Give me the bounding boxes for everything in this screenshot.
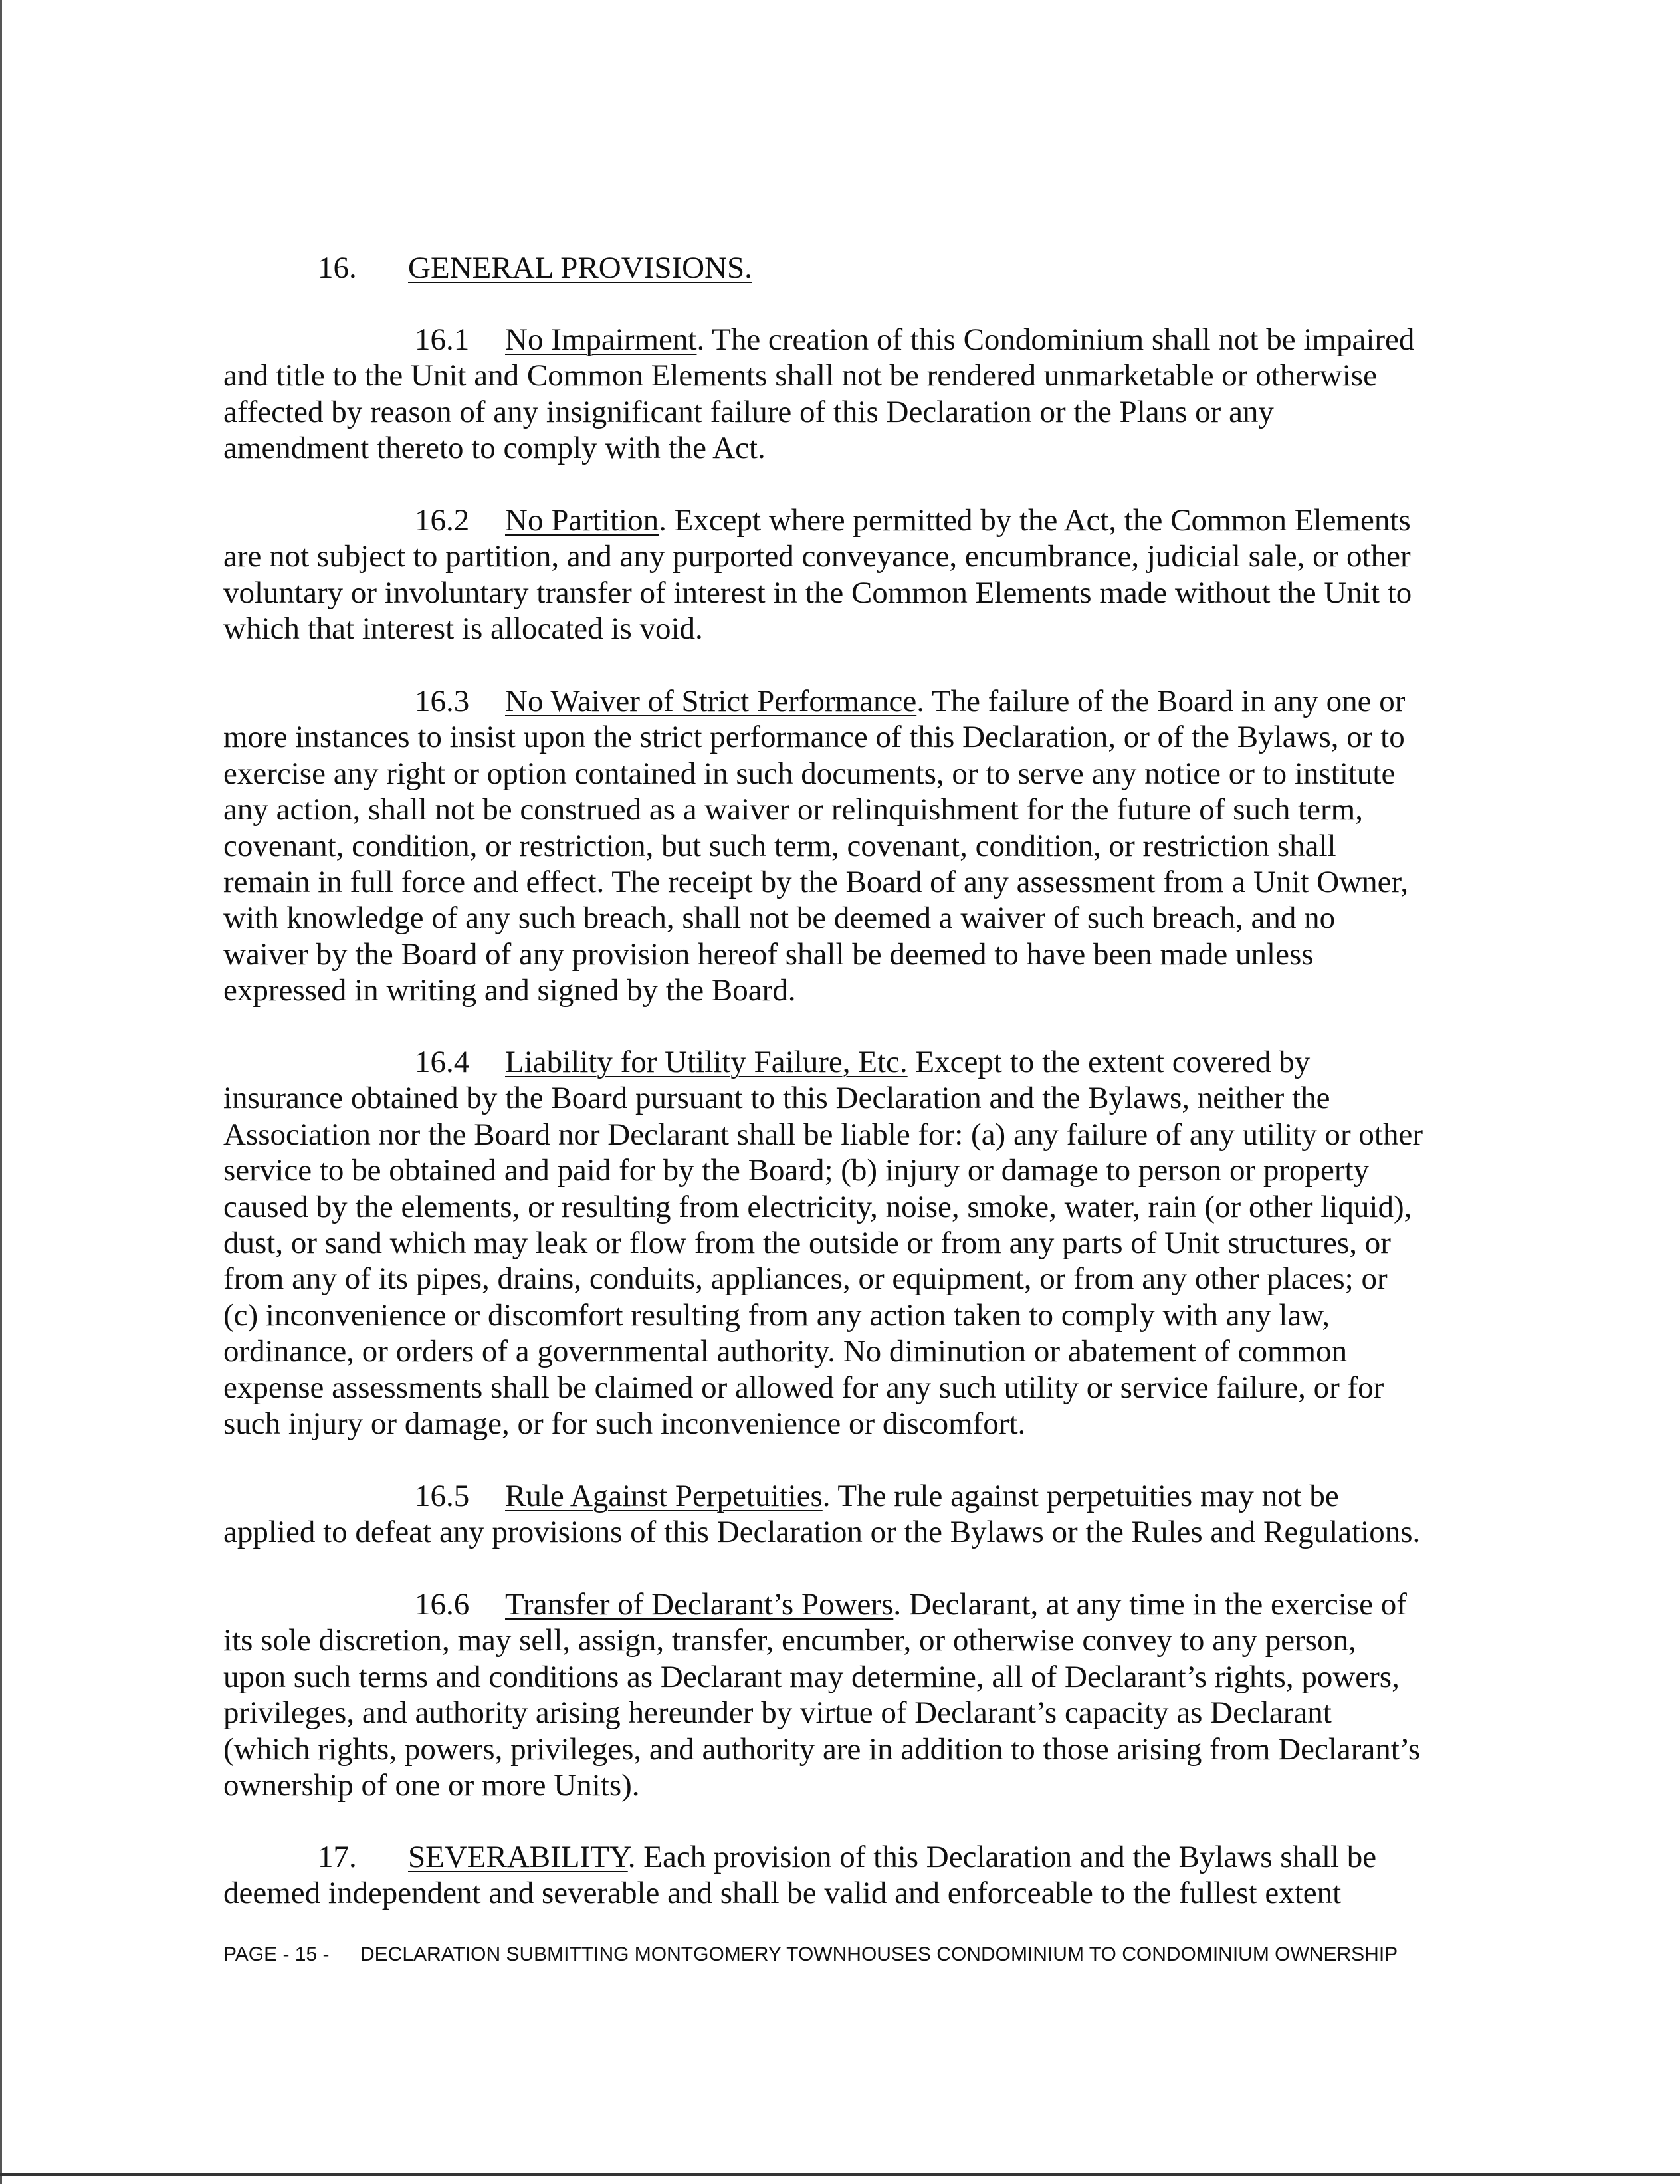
paragraph-16-1 <box>223 322 1425 467</box>
section-heading: SEVERABILITY <box>408 1840 628 1874</box>
paragraph-body: . Declarant, at any time in the exercise of its sole discretion, may sell, assign, transfer, encumber, or otherwise convey to any person, upon such terms and conditions as Declarant may determine, all of Declarant’s rights, powers, privileges, and authority arising hereunder by virtue of Declarant’s capacity as Declarant (which rights, powers, privileges, and authority are in addition to those arising from Declarant’s ownership of one or more Units). <box>223 1587 1421 1803</box>
paragraph-16-4 <box>223 1044 1425 1442</box>
paragraph-heading: Rule Against Perpetuities <box>505 1479 823 1513</box>
paragraph-number: 16.6 <box>415 1587 470 1622</box>
paragraph-16-6 <box>223 1586 1425 1803</box>
paragraph-heading: No Partition <box>505 503 659 538</box>
paragraph-body: . The failure of the Board in any one or more instances to insist upon the strict performance of this Declaration, or of the Bylaws, or to exercise any right or option contained in such documents, or to serve any notice or to institute any action, shall not be construed as a waiver or relinquishment for the future of such term, covenant, condition, or restriction, but such term, covenant, condition, or restriction shall remain in full force and effect. The receipt by the Board of any assessment from a Unit Owner, with knowledge of any such breach, shall not be deemed a waiver of such breach, and no waiver by the Board of any provision hereof shall be deemed to have been made unless expressed in writing and signed by the Board. <box>223 684 1409 1008</box>
section-17 <box>223 1839 1425 1911</box>
page-footer <box>223 1943 1453 1967</box>
section-number: 16. <box>318 251 357 285</box>
paragraph-number: 16.3 <box>415 684 470 718</box>
paragraph-body: . The rule against perpetuities may not be applied to defeat any provisions of this Declaration or the Bylaws or the Rules and Regulations. <box>223 1479 1421 1550</box>
section-body: . Each provision of this Declaration and the Bylaws shall be deemed independent and severable and shall be valid and enforceable to the fullest extent <box>223 1840 1377 1911</box>
paragraph-heading: Transfer of Declarant’s Powers <box>505 1587 894 1622</box>
paragraph-body: Except to the extent covered by insurance obtained by the Board pursuant to this Declaration and the Bylaws, neither the Association nor the Board nor Declarant shall be liable for: (a) any failure of any utility or other service to be obtained and paid for by the Board; (b) injury or damage to person or property caused by the elements, or resulting from electricity, noise, smoke, water, rain (or other liquid), dust, or sand which may leak or flow from the outside or from any parts of Unit structures, or from any of its pipes, drains, conduits, appliances, or equipment, or from any other places; or (c) inconvenience or discomfort resulting from any action taken to comply with any law, ordinance, or orders of a governmental authority. No diminution or abatement of common expense assessments shall be claimed or allowed for any such utility or service failure, or for such injury or damage, or for such inconvenience or discomfort. <box>223 1045 1423 1442</box>
paragraph-heading: No Waiver of Strict Performance <box>505 684 917 718</box>
paragraph-number: 16.1 <box>415 322 470 357</box>
section-title: GENERAL PROVISIONS. <box>408 251 752 285</box>
paragraph-16-5 <box>223 1478 1425 1551</box>
paragraph-heading: No Impairment <box>505 322 697 357</box>
paragraph-16-3 <box>223 683 1425 1009</box>
section-16-heading <box>318 250 752 286</box>
paragraph-number: 16.5 <box>415 1479 470 1513</box>
paragraph-16-2 <box>223 502 1425 647</box>
scan-bottom-edge <box>0 2173 1680 2176</box>
section-number: 17. <box>318 1840 357 1874</box>
paragraph-number: 16.2 <box>415 503 470 538</box>
page-number-label: PAGE - 15 - <box>223 1943 330 1965</box>
paragraph-body: . The creation of this Condominium shall not be impaired and title to the Unit and Common Elements shall not be rendered unmarketable or otherwise affected by reason of any insignificant failure of this Declaration or the Plans or any amendment thereto to comply with the Act. <box>223 322 1415 466</box>
paragraph-heading: Liability for Utility Failure, Etc. <box>505 1045 908 1079</box>
paragraph-body: . Except where permitted by the Act, the Common Elements are not subject to partition, and any purported conveyance, encumbrance, judicial sale, or other voluntary or involuntary transfer of interest in the Common Elements made without the Unit to which that interest is allocated is void. <box>223 503 1412 647</box>
paragraph-number: 16.4 <box>415 1045 470 1079</box>
scan-left-edge <box>0 0 2 2184</box>
document-title: DECLARATION SUBMITTING MONTGOMERY TOWNHOUSES CONDOMINIUM TO CONDOMINIUM OWNERSHIP <box>360 1943 1398 1965</box>
